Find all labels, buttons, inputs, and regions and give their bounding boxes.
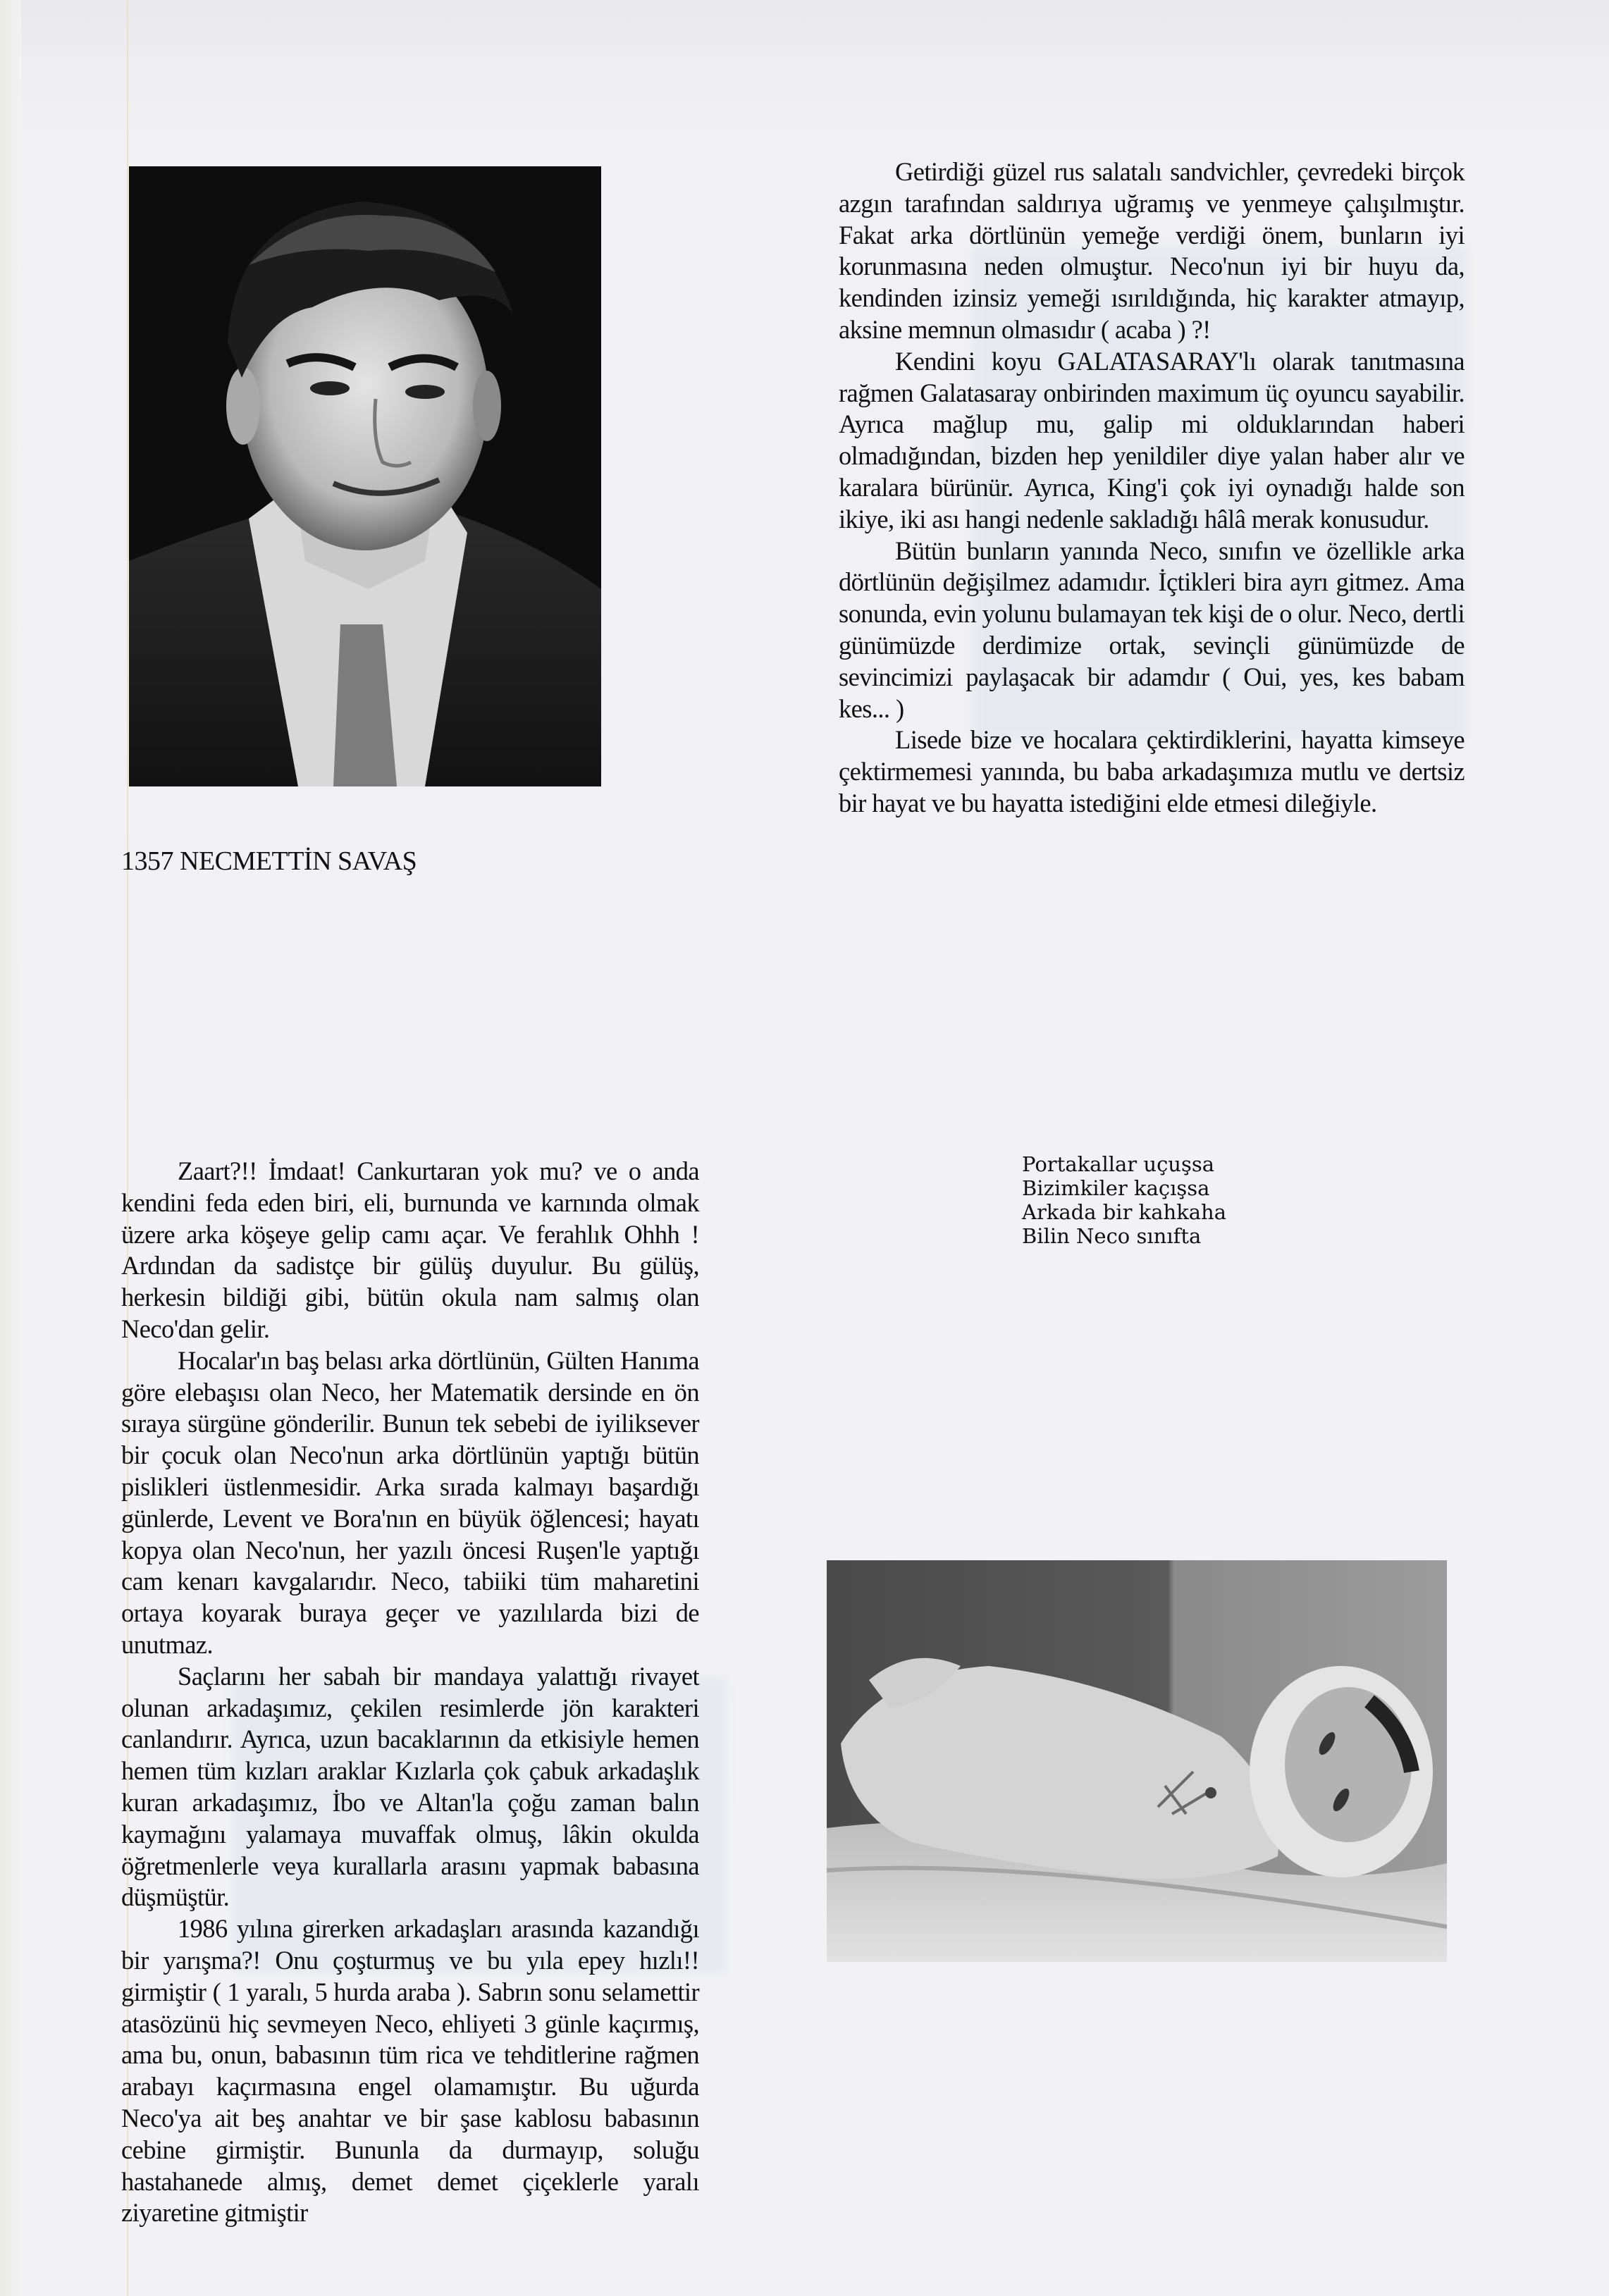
- page-left-edge: [0, 0, 21, 2296]
- left-column-text: [121, 1156, 699, 2229]
- poem-line: Bilin Neco sınıfta: [1022, 1224, 1202, 1248]
- portrait-photo: [129, 166, 601, 786]
- paragraph: Bütün bunların yanında Neco, sınıfın ve özellikle arka dörtlünün değişilmez adamıdır. İçtikleri bira ayrı gitmez. Ama sonunda, evin yolunu bulamayan tek kişi de o olur. Neco, dertli günümüzde derdimize ortak, sevinçli günümüzde de sevincimizi paylaşacak bir adamdır ( Oui, yes, kes babam kes... ): [839, 536, 1465, 723]
- baby-photo: [827, 1560, 1447, 1962]
- portrait-image: [129, 166, 601, 786]
- right-column-text: [839, 156, 1465, 820]
- paragraph: Saçlarını her sabah bir mandaya yalattığı rivayet olunan arkadaşımız, çekilen resimlerde jön karakteri canlandırır. Ayrıca, uzun bacaklarının da etkisiyle hemen hemen tüm kızları araklar Kızlarla çok çabuk arkadaşlık kuran arkadaşımız, İbo ve Altan'la çoğu zaman balın kaymağını yalamaya muvaffak olmuş, lâkin okulda öğretmenlerle veya kurallarla arasını yapmak babasına düşmüştür.: [121, 1661, 699, 1912]
- paragraph: Kendini koyu GALATASARAY'lı olarak tanıtmasına rağmen Galatasaray onbirinden maximum üç oyuncu sayabilir. Ayrıca mağlup mu, galip mi olduklarından haberi olmadığından, bizden hep yenildiler diye yalan haber alır ve karalara bürünür. Ayrıca, King'i çok iyi oynadığı halde son ikiye, iki ası hangi nedenle sakladığı hâlâ merak konusudur.: [839, 346, 1465, 533]
- student-name-heading: 1357 NECMETTİN SAVAŞ: [121, 846, 417, 876]
- paragraph: Hocalar'ın baş belası arka dörtlünün, Gülten Hanıma göre elebaşısı olan Neco, her Matematik dersinde en ön sıraya sürgüne gönderilir. Bunun tek sebebi de iyiliksever bir çocuk olan Neco'nun arka dörtlünün yaptığı bütün pislikleri üstlenmesidir. Arka sırada kalmayı başardığı günlerde, Levent ve Bora'nın en büyük öğlencesi; hayatı kopya olan Neco'nun, her yazılı öncesi Ruşen'le yaptığı cam kenarı kavgalarıdır. Neco, tabiiki tüm maharetini ortaya koyarak buraya geçer ve yazılılarda bizi de unutmaz.: [121, 1345, 699, 1659]
- poem-line: Arkada bir kahkaha: [1022, 1200, 1227, 1224]
- paragraph: Getirdiği güzel rus salatalı sandvichler, çevredeki birçok azgın tarafından saldırıya uğramış ve yenmeye çalışılmıştır. Fakat arka dörtlünün yemeğe verdiği önem, bunların iyi korunmasına neden olmuştur. Neco'nun iyi bir huyu da, kendinden izinsiz yemeği ısırıldığında, hiç karakter atmayıp, aksine memnun olmasıdır ( acaba ) ?!: [839, 157, 1465, 344]
- poem: [1022, 1152, 1226, 1248]
- poem-line: Bizimkiler kaçışsa: [1022, 1176, 1210, 1200]
- paragraph: 1986 yılına girerken arkadaşları arasında kazandığı bir yarışma?! Onu çoşturmuş ve bu yıla epey hızlı!! girmiştir ( 1 yaralı, 5 hurda araba ). Sabrın sonu selamettir atasözünü hiç sevmeyen Neco, ehliyeti 3 günle kaçırmış, ama bu, onun, babasının tüm rica ve tehditlerine rağmen arabayı kaçırmasına engel olamamıştır. Bu uğurda Neco'ya ait beş anahtar ve bir şase kablosu babasının cebine girmiştir. Bununla da durmayıp, soluğu hastahanede almış, demet demet çiçeklerle yaralı ziyaretine gitmiştir: [121, 1914, 699, 2228]
- paragraph: Zaart?!! İmdaat! Cankurtaran yok mu? ve o anda kendini feda eden biri, eli, burnunda ve karnında olmak üzere arka köşeye gelip camı açar. Ve ferahlık Ohhh ! Ardından da sadistçe bir gülüş duyulur. Bu gülüş, herkesin bildiği gibi, bütün okula nam salmış olan Neco'dan gelir.: [121, 1156, 699, 1343]
- paragraph: Lisede bize ve hocalara çektirdiklerini, hayatta kimseye çektirmemesi yanında, bu baba arkadaşımıza mutlu ve dertsiz bir hayat ve bu hayatta istediğini elde etmesi dileğiyle.: [839, 725, 1465, 817]
- poem-line: Portakallar uçuşsa: [1022, 1152, 1215, 1176]
- baby-image: [827, 1560, 1447, 1962]
